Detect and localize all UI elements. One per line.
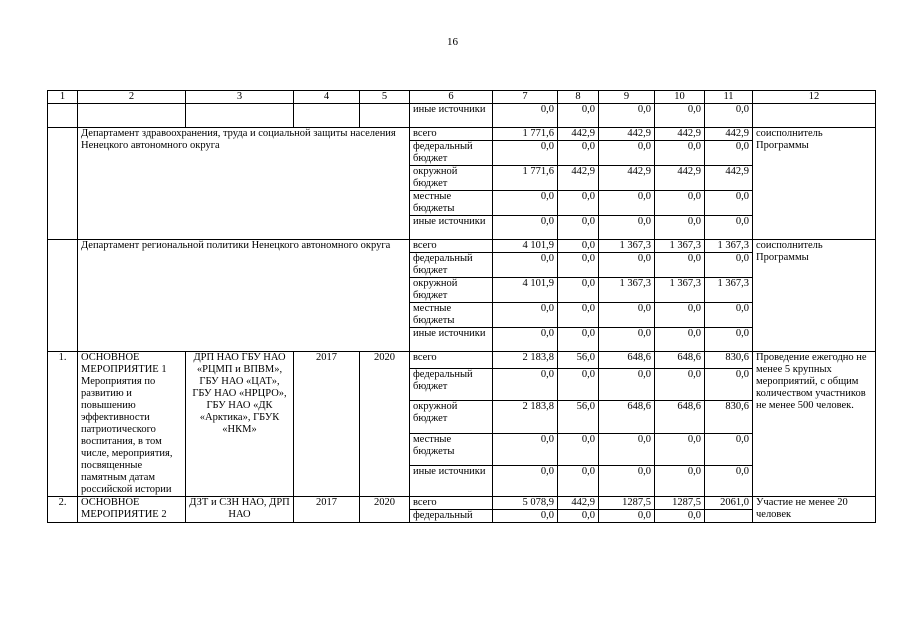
value-cell: 0,0	[599, 368, 655, 400]
value-cell: 0,0	[705, 433, 753, 465]
value-cell: 0,0	[493, 328, 558, 352]
funding-source-cell: всего	[410, 352, 493, 369]
value-cell: 0,0	[599, 510, 655, 523]
header-cell: 2	[78, 91, 186, 104]
value-cell: 0,0	[705, 253, 753, 278]
table-row	[48, 497, 876, 510]
value-cell	[705, 510, 753, 523]
funding-source-cell: федеральный бюджет	[410, 368, 493, 400]
value-cell: 442,9	[558, 497, 599, 510]
value-cell: 1 367,3	[599, 278, 655, 303]
header-cell: 4	[294, 91, 360, 104]
value-cell: 1 771,6	[493, 128, 558, 141]
value-cell: 0,0	[558, 465, 599, 496]
value-cell: 0,0	[599, 328, 655, 352]
funding-source-cell: федеральный	[410, 510, 493, 523]
value-cell: 1 367,3	[599, 240, 655, 253]
note-cell	[753, 104, 876, 128]
value-cell: 0,0	[655, 104, 705, 128]
funding-source-cell: окружной бюджет	[410, 166, 493, 191]
value-cell: 1 367,3	[655, 240, 705, 253]
measure-name-cell	[78, 104, 186, 128]
value-cell: 442,9	[599, 128, 655, 141]
value-cell: 0,0	[599, 465, 655, 496]
value-cell: 56,0	[558, 352, 599, 369]
header-cell: 6	[410, 91, 493, 104]
value-cell: 0,0	[599, 141, 655, 166]
value-cell: 2 183,8	[493, 401, 558, 433]
value-cell: 0,0	[558, 328, 599, 352]
value-cell: 0,0	[493, 191, 558, 216]
year-start-cell	[294, 104, 360, 128]
value-cell: 0,0	[493, 141, 558, 166]
measure-name-cell: ОСНОВНОЕ МЕРОПРИЯТИЕ 1 Мероприятия по развитию и повышению эффективности патриотического воспитания, в том числе, мероприятия, посвященные памятным датам российской истории	[78, 352, 186, 497]
value-cell: 5 078,9	[493, 497, 558, 510]
value-cell: 442,9	[558, 128, 599, 141]
funding-source-cell: иные источники	[410, 216, 493, 240]
value-cell: 2061,0	[705, 497, 753, 510]
value-cell: 1287,5	[599, 497, 655, 510]
page-number: 16	[447, 36, 458, 48]
value-cell: 0,0	[599, 303, 655, 328]
responsible-cell	[186, 104, 294, 128]
value-cell: 648,6	[599, 401, 655, 433]
value-cell: 0,0	[705, 216, 753, 240]
measure-name-cell: ОСНОВНОЕ МЕРОПРИЯТИЕ 2	[78, 497, 186, 523]
executor-title-cell: Департамент региональной политики Ненецкого автономного округа	[78, 240, 410, 352]
value-cell: 0,0	[655, 510, 705, 523]
note-cell: соисполнитель Программы	[753, 128, 876, 240]
header-cell: 10	[655, 91, 705, 104]
funding-source-cell: всего	[410, 497, 493, 510]
year-end-cell	[360, 104, 410, 128]
value-cell: 0,0	[558, 303, 599, 328]
value-cell: 830,6	[705, 352, 753, 369]
year-start-cell: 2017	[294, 352, 360, 497]
value-cell: 0,0	[558, 433, 599, 465]
value-cell: 4 101,9	[493, 240, 558, 253]
header-cell: 8	[558, 91, 599, 104]
row-number-cell	[48, 240, 78, 352]
value-cell: 0,0	[705, 303, 753, 328]
funding-source-cell: местные бюджеты	[410, 433, 493, 465]
value-cell: 1 367,3	[705, 240, 753, 253]
value-cell: 0,0	[655, 216, 705, 240]
value-cell: 0,0	[558, 216, 599, 240]
table-row	[48, 240, 876, 253]
value-cell: 0,0	[493, 104, 558, 128]
value-cell: 0,0	[493, 433, 558, 465]
value-cell: 56,0	[558, 401, 599, 433]
value-cell: 2 183,8	[493, 352, 558, 369]
funding-source-cell: всего	[410, 128, 493, 141]
value-cell: 0,0	[599, 433, 655, 465]
value-cell: 0,0	[558, 510, 599, 523]
funding-source-cell: окружной бюджет	[410, 278, 493, 303]
value-cell: 0,0	[655, 253, 705, 278]
row-number-cell	[48, 128, 78, 240]
header-cell: 3	[186, 91, 294, 104]
value-cell: 0,0	[558, 368, 599, 400]
value-cell: 0,0	[558, 104, 599, 128]
note-cell: Проведение ежегодно не менее 5 крупных мероприятий, с общим количеством участников не менее 500 человек.	[753, 352, 876, 497]
value-cell: 0,0	[558, 278, 599, 303]
funding-source-cell: иные источники	[410, 465, 493, 496]
header-cell: 1	[48, 91, 78, 104]
header-row	[48, 91, 876, 104]
executor-title-cell: Департамент здравоохранения, труда и социальной защиты населения Ненецкого автономного округа	[78, 128, 410, 240]
value-cell: 0,0	[655, 141, 705, 166]
year-end-cell: 2020	[360, 352, 410, 497]
value-cell: 0,0	[655, 303, 705, 328]
table-row	[48, 352, 876, 369]
responsible-cell: ДЗТ и СЗН НАО, ДРП НАО	[186, 497, 294, 523]
value-cell: 0,0	[655, 368, 705, 400]
value-cell: 0,0	[558, 240, 599, 253]
value-cell: 0,0	[493, 465, 558, 496]
value-cell: 442,9	[655, 128, 705, 141]
value-cell: 0,0	[493, 368, 558, 400]
value-cell: 1 367,3	[705, 278, 753, 303]
value-cell: 1287,5	[655, 497, 705, 510]
value-cell: 830,6	[705, 401, 753, 433]
value-cell: 442,9	[655, 166, 705, 191]
value-cell: 0,0	[493, 510, 558, 523]
budget-table	[47, 90, 876, 523]
header-cell: 7	[493, 91, 558, 104]
value-cell: 442,9	[705, 128, 753, 141]
table-row	[48, 104, 876, 128]
value-cell: 0,0	[558, 141, 599, 166]
funding-source-cell: федеральный бюджет	[410, 253, 493, 278]
row-number-cell: 1.	[48, 352, 78, 497]
value-cell: 0,0	[705, 328, 753, 352]
value-cell: 1 367,3	[655, 278, 705, 303]
header-cell: 11	[705, 91, 753, 104]
responsible-cell: ДРП НАО ГБУ НАО «РЦМП и ВПВМ», ГБУ НАО «ЦАТ», ГБУ НАО «НРЦРО», ГБУ НАО «ДК «Арктика», ГБУК «НКМ»	[186, 352, 294, 497]
funding-source-cell: иные источники	[410, 328, 493, 352]
value-cell: 0,0	[493, 216, 558, 240]
funding-source-cell: иные источники	[410, 104, 493, 128]
value-cell: 0,0	[599, 104, 655, 128]
row-number-cell: 2.	[48, 497, 78, 523]
value-cell: 0,0	[558, 253, 599, 278]
value-cell: 442,9	[599, 166, 655, 191]
value-cell: 1 771,6	[493, 166, 558, 191]
value-cell: 0,0	[493, 303, 558, 328]
value-cell: 0,0	[558, 191, 599, 216]
funding-source-cell: местные бюджеты	[410, 191, 493, 216]
table-row	[48, 128, 876, 141]
value-cell: 4 101,9	[493, 278, 558, 303]
value-cell: 648,6	[655, 352, 705, 369]
value-cell: 648,6	[599, 352, 655, 369]
value-cell: 0,0	[655, 328, 705, 352]
funding-source-cell: местные бюджеты	[410, 303, 493, 328]
value-cell: 0,0	[655, 433, 705, 465]
value-cell: 0,0	[599, 216, 655, 240]
value-cell: 0,0	[705, 368, 753, 400]
value-cell: 0,0	[599, 253, 655, 278]
value-cell: 0,0	[705, 191, 753, 216]
value-cell: 442,9	[705, 166, 753, 191]
value-cell: 0,0	[493, 253, 558, 278]
funding-source-cell: всего	[410, 240, 493, 253]
year-end-cell: 2020	[360, 497, 410, 523]
value-cell: 0,0	[599, 191, 655, 216]
value-cell: 0,0	[705, 465, 753, 496]
value-cell: 0,0	[705, 104, 753, 128]
value-cell: 0,0	[705, 141, 753, 166]
funding-source-cell: окружной бюджет	[410, 401, 493, 433]
value-cell: 0,0	[655, 465, 705, 496]
year-start-cell: 2017	[294, 497, 360, 523]
value-cell: 648,6	[655, 401, 705, 433]
header-cell: 9	[599, 91, 655, 104]
header-cell: 5	[360, 91, 410, 104]
value-cell: 442,9	[558, 166, 599, 191]
row-number-cell	[48, 104, 78, 128]
funding-source-cell: федеральный бюджет	[410, 141, 493, 166]
value-cell: 0,0	[655, 191, 705, 216]
header-cell: 12	[753, 91, 876, 104]
note-cell: Участие не менее 20 человек	[753, 497, 876, 523]
note-cell: соисполнитель Программы	[753, 240, 876, 352]
